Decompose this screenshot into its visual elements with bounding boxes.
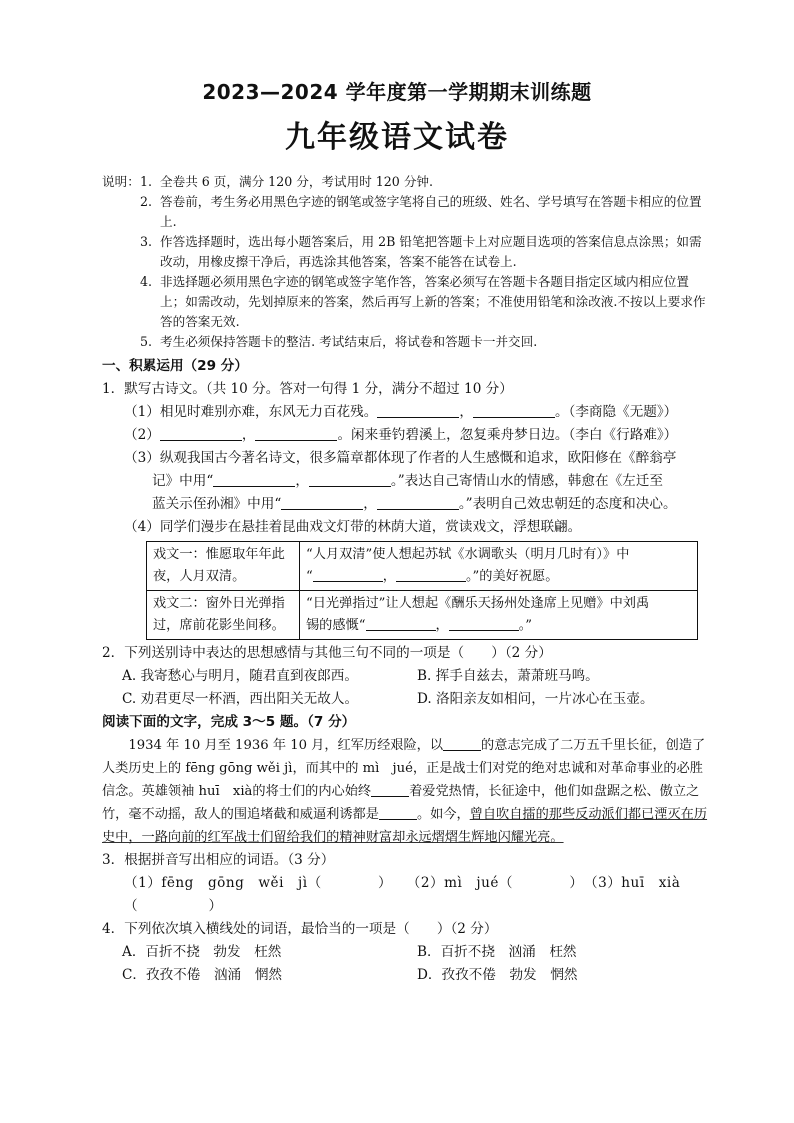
passage-text: 的意志完成了二万五千里长征，创造了人类历史上的 fēng gōng wěi jì，而其中的 mì jué，正是战士们对党的绝对忠诚和对革命事业的必胜信念。英雄领袖 huī xià的将士们的内心始终 <box>102 738 706 799</box>
item-text: 。（李商隐《无题》） <box>554 404 678 420</box>
item-text: 。闲来垂钓碧溪上，忽复乘舟梦日边。（李白《行路难》） <box>337 427 678 443</box>
exam-title-subject: 九年级语文试卷 <box>285 120 509 155</box>
answer-blank[interactable] <box>213 472 295 487</box>
underlined-sentence: 曾自吹自擂的那些反动派们都已湮灭在历史中，一路向前的红军战士们留给我们的精神财富却永远熠熠生辉地闪耀光亮。 <box>102 807 708 845</box>
option-d[interactable]: D. 洛阳亲友如相问，一片冰心在玉壶。 <box>417 691 654 707</box>
answer-blank[interactable] <box>313 567 383 582</box>
section-heading: 一、积累运用（29 分） <box>102 358 248 374</box>
option-c[interactable]: C. 劝君更尽一杯酒，西出阳关无故人。 <box>122 691 359 707</box>
option-a[interactable]: A．百折不挠 勃发 枉然 <box>122 944 282 960</box>
cell-text: “人月双清”使人想起苏轼《水调歌头（明月几时有）》中 <box>306 547 630 562</box>
answer-blank[interactable] <box>309 472 391 487</box>
option-c[interactable]: C．孜孜不倦 汹涌 惘然 <box>122 967 282 983</box>
instruction-text: 答卷前，考生务必用黑色字迹的钢笔或签字笔将自己的班级、姓名、学号填写在答题卡相应的位置上. <box>160 194 702 229</box>
option-d[interactable]: D．孜孜不倦 勃发 惘然 <box>417 967 578 983</box>
question-1-item-2: （2） ， 。闲来垂钓碧溪上，忽复乘舟梦日边。（李白《行路难》） <box>124 427 678 443</box>
instruction-number: 5. <box>140 334 153 349</box>
answer-blank[interactable] <box>443 736 481 751</box>
table-row <box>147 542 698 591</box>
table-row <box>147 591 698 640</box>
passage-text: 。如今， <box>416 807 470 822</box>
instruction-item <box>102 172 712 192</box>
instruction-number: 1. <box>140 174 153 189</box>
item-text: （3）纵观我国古今著名诗文，很多篇章都体现了作者的人生感慨和追求，欧阳修在《醉翁亭 <box>124 450 677 466</box>
reading-heading: 阅读下面的文字，完成 3～5 题。（7 分） <box>102 714 356 730</box>
instruction-item <box>102 272 712 332</box>
question-1-item-1: （1）相见时难别亦难，东风无力百花残。 ， 。（李商隐《无题》） <box>124 404 678 420</box>
cell-text: 。”的美好祝愿。 <box>465 569 559 584</box>
cell-text: 锡的感慨“ <box>306 618 366 633</box>
question-1-item-4: （4）同学们漫步在悬挂着昆曲戏文灯带的林荫大道，赏读戏文，浮想联翩。 <box>124 519 582 535</box>
question-1-item-3: （3）纵观我国古今著名诗文，很多篇章都体现了作者的人生感慨和追求，欧阳修在《醉翁亭 记》中用“ ， 。”表达自己寄情山水的情感，韩愈在《左迁至 蓝关示侄孙湘》中用“ ， 。”表明自己效忠朝廷的态度和决心。 <box>102 447 712 516</box>
table-cell: 戏文一：惟愿取年年此夜，人月双清。 <box>147 542 300 591</box>
answer-blank[interactable] <box>371 782 409 797</box>
answer-blank[interactable] <box>473 403 555 418</box>
question-1-stem: 1．默写古诗文。（共 10 分。答对一句得 1 分，满分不超过 10 分） <box>102 381 513 397</box>
table-cell: “人月双清”使人想起苏轼《水调歌头（明月几时有）》中 “ ， 。”的美好祝愿。 <box>300 542 698 591</box>
opera-lines-table <box>146 541 698 640</box>
question-2-stem: 2．下列送别诗中表达的思想感情与其他三句不同的一项是（ ）（2 分） <box>102 645 552 661</box>
passage-text: 着爱党热情，长征途中，他们如盘踞之松、傲立之竹，毫不动摇，敌人的围追堵截和威逼利诱都是 <box>102 784 700 822</box>
answer-blank[interactable] <box>255 426 337 441</box>
answer-blank[interactable] <box>160 426 242 441</box>
instruction-text: 非选择题必须用黑色字迹的钢笔或签字笔作答，答案必须写在答题卡各题目指定区域内相应位置上；如需改动，先划掉原来的答案，然后再写上新的答案；不准使用铅笔和涂改液.不按以上要求作答的答案无效. <box>160 274 706 329</box>
item-text: 蓝关示侄孙湘》中用“ <box>152 496 282 512</box>
cell-text: “日光弹指过”让人想起《酬乐天扬州处逢席上见赠》中刘禹 <box>306 596 650 611</box>
answer-blank[interactable] <box>281 495 363 510</box>
instruction-text: 考生必须保持答题卡的整洁. 考试结束后，将试卷和答题卡一并交回. <box>160 334 538 349</box>
item-text: （1）相见时难别亦难，东风无力百花残。 <box>124 404 378 420</box>
item-text: 。”表明自己效忠朝廷的态度和决心。 <box>458 496 677 512</box>
instruction-number: 4. <box>140 274 153 289</box>
question-3-stem: 3．根据拼音写出相应的词语。（3 分） <box>102 852 335 868</box>
instruction-number: 3. <box>140 234 153 249</box>
item-text: 记》中用“ <box>152 473 214 489</box>
question-4-options <box>102 964 712 987</box>
item-text: （2） <box>124 427 160 443</box>
exam-title-year: 2023—2024 学年度第一学期期末训练题 <box>202 80 592 104</box>
cell-text: 。” <box>518 618 533 633</box>
passage-text: 1934 年 10 月至 1936 年 10 月，红军历经艰险，以 <box>128 738 444 753</box>
question-4-options <box>102 941 712 964</box>
answer-blank[interactable] <box>379 805 417 820</box>
option-a[interactable]: A. 我寄愁心与明月，随君直到夜郎西。 <box>122 668 358 684</box>
question-2-options <box>102 688 712 711</box>
table-cell: “日光弹指过”让人想起《酬乐天扬州处逢席上见赠》中刘禹 锡的感慨“ ， 。” <box>300 591 698 640</box>
instructions <box>102 172 712 352</box>
table-cell: 戏文二：窗外日光弹指过，席前花影坐间移。 <box>147 591 300 640</box>
cell-text: “ <box>306 569 313 584</box>
option-b[interactable]: B．百折不挠 汹涌 枉然 <box>417 944 577 960</box>
answer-blank[interactable] <box>396 567 466 582</box>
section-accumulation <box>102 355 712 987</box>
question-2-options <box>102 665 712 688</box>
item-text: 。”表达自己寄情山水的情感，韩愈在《左迁至 <box>390 473 663 489</box>
answer-blank[interactable] <box>377 495 459 510</box>
instruction-text: 全卷共 6 页，满分 120 分，考试用时 120 分钟. <box>160 174 434 189</box>
instructions-lead: 说明： <box>102 174 140 189</box>
instruction-item <box>102 192 712 232</box>
question-3-items: （1）fēng gōng wěi jì（ ） （2）mì jué（ ） （3）huī xià（ ） <box>124 875 681 914</box>
option-b[interactable]: B. 挥手自兹去，萧萧班马鸣。 <box>417 668 599 684</box>
answer-blank[interactable] <box>366 616 436 631</box>
answer-blank[interactable] <box>377 403 459 418</box>
instruction-item <box>102 232 712 272</box>
instruction-text: 作答选择题时，选出每小题答案后，用 2B 铅笔把答题卡上对应题目选项的答案信息点涂黑；如需改动，用橡皮擦干净后，再选涂其他答案，答案不能答在试卷上. <box>160 234 702 269</box>
instruction-item <box>102 332 712 352</box>
reading-passage <box>102 734 712 849</box>
answer-blank[interactable] <box>449 616 519 631</box>
instruction-number: 2. <box>140 194 153 209</box>
question-4-stem: 4．下列依次填入横线处的词语，最恰当的一项是（ ）（2 分） <box>102 921 498 937</box>
